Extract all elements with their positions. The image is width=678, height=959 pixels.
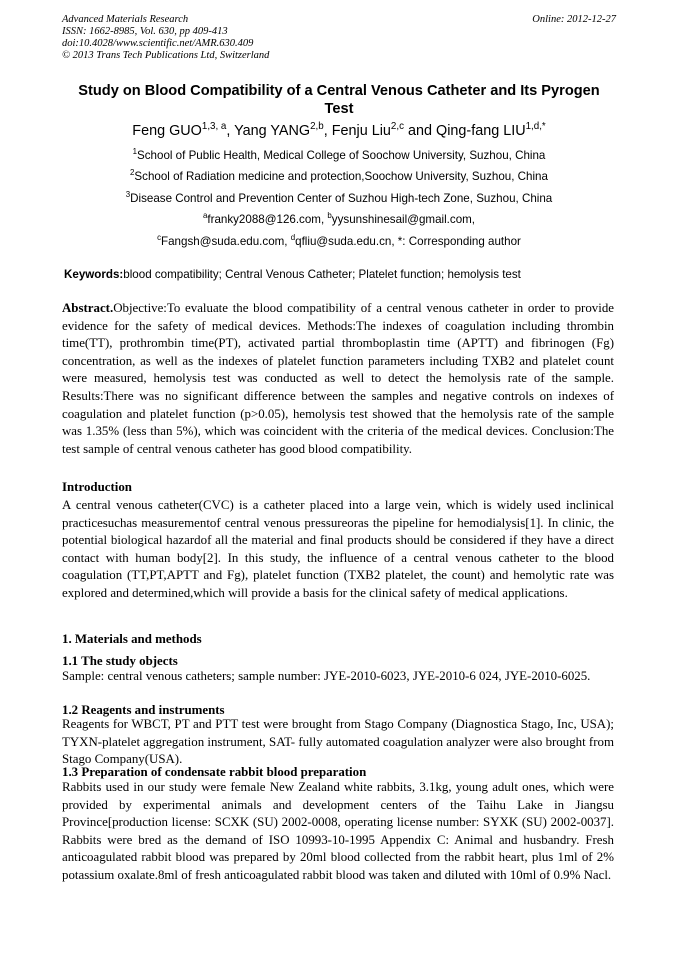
author-name: Yang YANG [234,123,311,139]
author-list [62,122,616,140]
journal-issn: ISSN: 1662-8985, Vol. 630, pp 409-413 [62,26,228,37]
author-affil-mark: 2,c [390,121,404,133]
author-name: Qing-fang LIU [436,123,526,139]
keywords-label: Keywords: [64,268,124,281]
journal-doi: doi:10.4028/www.scientific.net/AMR.630.409 [62,38,254,49]
introduction-heading: Introduction [62,480,132,494]
email-text: qfliu@suda.edu.cn, *: Corresponding author [295,235,521,248]
email-mark: d [290,233,296,243]
section-1-3-heading: 1.3 Preparation of condensate rabbit blood preparation [62,765,367,779]
affiliation-number: 2 [130,168,135,178]
abstract [62,300,614,458]
affiliation-2 [62,170,616,184]
author-affil-mark: 2,b [310,121,324,133]
affiliation-number: 1 [132,147,138,157]
email-line-1 [62,213,616,227]
email-text: yysunshinesail@gmail.com, [331,213,476,226]
author-affil-mark: 1,d,* [525,121,546,133]
author-separator: , [226,123,235,139]
author-separator: and [403,123,436,139]
section-1-heading: 1. Materials and methods [62,632,202,646]
journal-name: Advanced Materials Research [62,14,189,25]
email-text: Fangsh@suda.edu.com, [161,235,291,248]
section-1-2-heading: 1.2 Reagents and instruments [62,703,225,717]
author-name: Fenju Liu [331,123,391,139]
affiliation-number: 3 [125,190,131,200]
section-1-3-text: Rabbits used in our study were female New Zealand white rabbits, 3.1kg, young adult ones, which were provided by experimental animals and development centers of the Taihu Lake in Jiangsu Province[production license: SCXK (SU) 2002-0008, operating license number: SYXK (SU) 2002-0037]. Rabbits were bred as the demand of ISO 10993-10-1995 Appendix C: Animal and husbandry. Fresh anticoagulated rabbit blood was prepared by 20ml blood collected from the rabbit heart, plus 1ml of 2% potassium oxalate.8ml of fresh anticoagulated rabbit blood was taken and diluted with 10ml of 0.9% Nacl. [62,780,614,882]
section-1-1-heading: 1.1 The study objects [62,654,178,668]
author-separator: , [323,123,332,139]
paper-title: Study on Blood Compatibility of a Central Venous Catheter and Its Pyrogen Test [78,83,600,117]
keywords [64,268,618,282]
affiliation-text: School of Public Health, Medical College of Soochow University, Suzhou, China [137,149,546,162]
section-1-1-text: Sample: central venous catheters; sample number: JYE-2010-6023, JYE-2010-6 024, JYE-2010-6025. [62,669,591,683]
email-mark: c [157,233,162,243]
section-1-2-text: Reagents for WBCT, PT and PTT test were brought from Stago Company (Diagnostica Stago, Inc, USA); TYXN-platelet aggregation instrument, SAT- fully automated coagulation analyzer were also brought from Stago Company(USA). [62,717,614,767]
abstract-text: Objective:To evaluate the blood compatibility of a central venous catheter in order to provide evidence for the safety of medical devices. Methods:The indexes of coagulation including thrombin time(TT), prothrombin time(PT), activated partial thromboplastin time (APTT) and fibrinogen (Fg) concentration, as well as the indexes of platelet function parameters including TXB2 and platelet count were measured, hemolysis test was conducted as well to detect the hemolysis rate of the sample. Results:There was no significant difference between the samples and negative controls on indexes of coagulation and platelet function (p>0.05), hemolysis test showed that the hemolysis rate of the sample was 1.35% (less than 5%), which was coincident with the criteria of the medical devices. Conclusion:The test sample of central venous catheter has good blood compatibility. [62,301,614,456]
keywords-text: blood compatibility; Central Venous Catheter; Platelet function; hemolysis test [123,268,521,281]
affiliation-text: School of Radiation medicine and protection,Soochow University, Suzhou, China [134,170,548,183]
email-mark: a [202,211,208,221]
introduction-text: A central venous catheter(CVC) is a catheter placed into a large vein, which is widely used inclinical practicesuchas measurementof central venous pressureoras the pipeline for hemodialysis[1]. In clinic, the potential biological hazardof all the material and final products should be considered if they have a direct contact with human body[2]. In this study, the influence of a central venous catheter to the blood coagulation (TT,PT,APTT and Fg), platelet function (TXB2 platelet, the count) and hemolytic rate was explored and determined,which will provide a basis for the clinical safety of medical applications. [62,498,614,600]
abstract-label: Abstract. [62,301,114,315]
journal-copyright: © 2013 Trans Tech Publications Ltd, Switzerland [62,50,270,61]
author-name: Feng GUO [132,123,202,139]
journal-header [62,14,616,62]
email-mark: b [327,211,332,221]
online-date: Online: 2012-12-27 [532,14,616,25]
author-affil-mark: 1,3, a [201,121,227,133]
affiliation-text: Disease Control and Prevention Center of Suzhou High-tech Zone, Suzhou, China [130,192,553,205]
email-text: franky2088@126.com, [207,213,328,226]
affiliation-1 [62,149,616,163]
email-line-2 [62,235,616,249]
affiliation-3 [62,192,616,206]
